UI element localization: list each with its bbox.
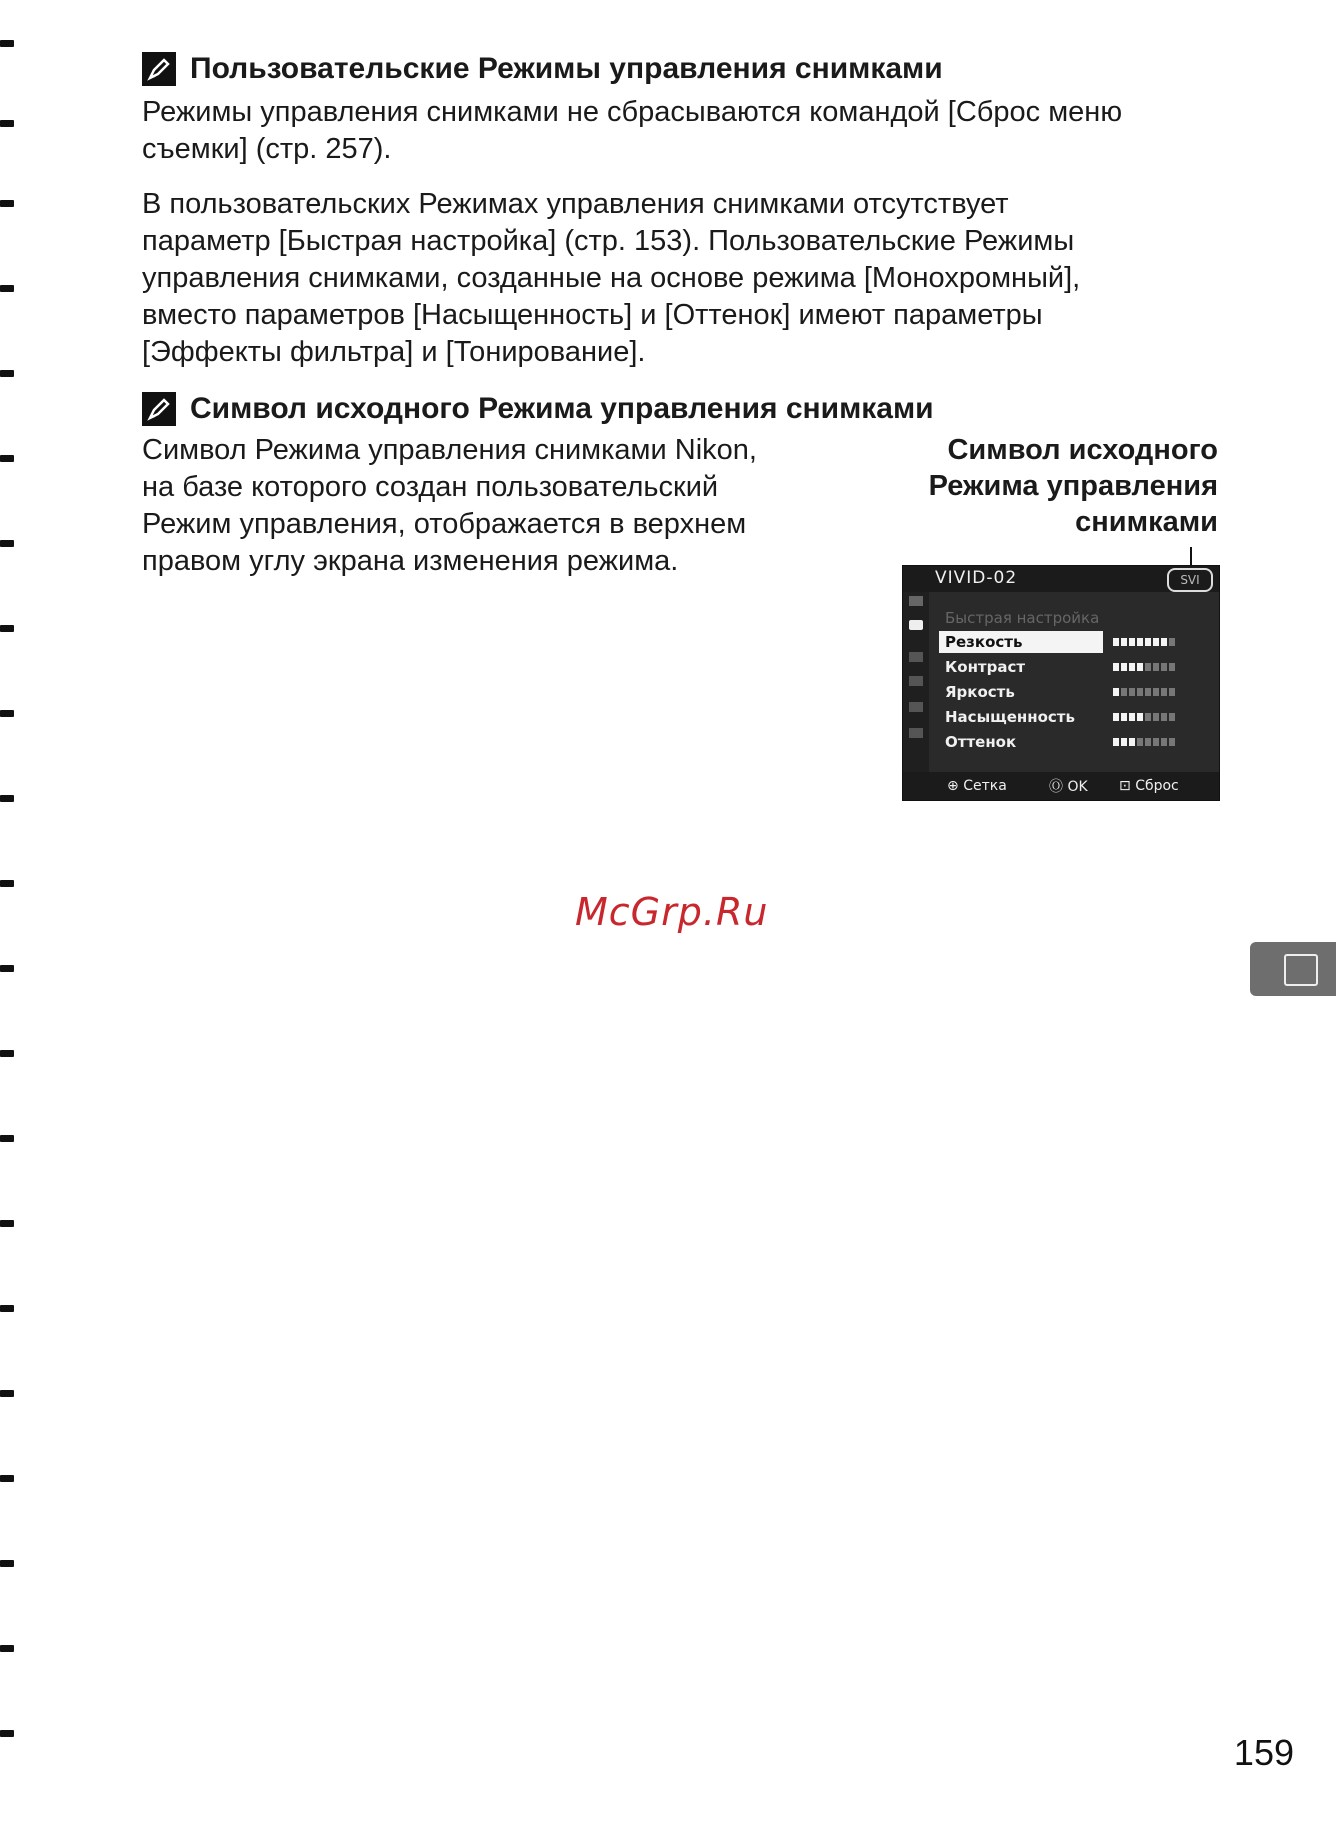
trash-button-icon: ⊡ bbox=[1119, 778, 1131, 794]
note-heading-1 bbox=[142, 52, 1222, 86]
grid-hint bbox=[947, 778, 1007, 794]
sharpening-label: Резкость bbox=[939, 631, 1103, 653]
pencil-note-icon bbox=[142, 392, 176, 426]
level-segment bbox=[1169, 688, 1175, 696]
level-segment bbox=[1113, 713, 1119, 721]
camera-icon bbox=[909, 620, 923, 630]
retouch-icon bbox=[909, 702, 923, 712]
menu-row bbox=[939, 655, 1215, 679]
level-segment bbox=[1145, 713, 1151, 721]
level-segment bbox=[1121, 738, 1127, 746]
level-segment bbox=[1145, 738, 1151, 746]
hue-label: Оттенок bbox=[945, 733, 1017, 751]
playback-menu-icon bbox=[909, 596, 923, 606]
pencil-icon bbox=[909, 652, 923, 662]
grid-label: Сетка bbox=[963, 778, 1007, 794]
level-segment bbox=[1153, 713, 1159, 721]
level-segment bbox=[1121, 663, 1127, 671]
screen-footer bbox=[903, 772, 1219, 800]
ok-hint bbox=[1049, 776, 1088, 796]
quick-adjust-label: Быстрая настройка bbox=[945, 609, 1100, 627]
level-scale bbox=[1113, 663, 1175, 671]
level-scale bbox=[1113, 738, 1175, 746]
screen-titlebar bbox=[903, 566, 1219, 592]
level-segment bbox=[1161, 688, 1167, 696]
level-segment bbox=[1161, 638, 1167, 646]
level-segment bbox=[1113, 638, 1119, 646]
zoom-button-icon: ⊕ bbox=[947, 778, 959, 794]
level-segment bbox=[1113, 738, 1119, 746]
note-custom-picture-controls bbox=[142, 52, 1222, 371]
level-segment bbox=[1121, 713, 1127, 721]
level-segment bbox=[1129, 738, 1135, 746]
note2-line3: Режим управления, отображается в верхнем bbox=[142, 508, 747, 540]
picture-control-name: VIVID-02 bbox=[935, 568, 1018, 588]
picture-control-icon bbox=[1284, 954, 1318, 986]
level-segment bbox=[1153, 663, 1159, 671]
contrast-label: Контраст bbox=[945, 658, 1026, 676]
menu-row bbox=[939, 680, 1215, 704]
saturation-label: Насыщенность bbox=[945, 708, 1075, 726]
note-heading-1-text: Пользовательские Режимы управления снимками bbox=[190, 52, 943, 85]
level-segment bbox=[1161, 713, 1167, 721]
caption-line2: Режима управления bbox=[928, 470, 1218, 502]
pencil-note-icon bbox=[142, 52, 176, 86]
level-segment bbox=[1129, 688, 1135, 696]
caption-leader-line bbox=[1190, 547, 1192, 565]
menu-row bbox=[939, 630, 1215, 654]
note1-para1-line2: съемки] (стр. 257). bbox=[142, 133, 392, 165]
wrench-icon bbox=[909, 676, 923, 686]
caption-line1: Символ исходного bbox=[947, 434, 1218, 466]
level-segment bbox=[1153, 638, 1159, 646]
note2-line4: правом углу экрана изменения режима. bbox=[142, 545, 679, 577]
brightness-label: Яркость bbox=[945, 683, 1015, 701]
level-segment bbox=[1137, 663, 1143, 671]
figure-caption bbox=[878, 432, 1218, 540]
level-segment bbox=[1137, 713, 1143, 721]
level-segment bbox=[1129, 713, 1135, 721]
note2-line1: Символ Режима управления снимками Nikon, bbox=[142, 434, 757, 466]
note1-para2-line2: параметр [Быстрая настройка] (стр. 153). Пользовательские Режимы bbox=[142, 225, 1075, 257]
caption-line3: снимками bbox=[1075, 506, 1218, 538]
menu-row bbox=[939, 730, 1215, 754]
level-segment bbox=[1169, 663, 1175, 671]
level-segment bbox=[1145, 638, 1151, 646]
level-segment bbox=[1153, 688, 1159, 696]
note1-para2-line3: управления снимками, созданные на основе режима [Монохромный], bbox=[142, 262, 1081, 294]
level-segment bbox=[1137, 638, 1143, 646]
reset-hint bbox=[1119, 778, 1179, 794]
my-menu-icon bbox=[909, 728, 923, 738]
level-segment bbox=[1169, 638, 1175, 646]
level-segment bbox=[1129, 663, 1135, 671]
level-segment bbox=[1169, 713, 1175, 721]
ok-button-icon: Ⓞ bbox=[1049, 779, 1063, 795]
spiral-binding bbox=[0, 0, 18, 1824]
reset-label: Сброс bbox=[1135, 778, 1179, 794]
menu-row bbox=[939, 705, 1215, 729]
note1-para2-line5: [Эффекты фильтра] и [Тонирование]. bbox=[142, 336, 646, 368]
level-scale bbox=[1113, 688, 1175, 696]
level-segment bbox=[1113, 688, 1119, 696]
level-segment bbox=[1121, 638, 1127, 646]
level-segment bbox=[1161, 663, 1167, 671]
note1-para1-line1: Режимы управления снимками не сбрасываются командой [Сброс меню bbox=[142, 96, 1123, 128]
original-picture-control-badge: SVI bbox=[1167, 568, 1213, 592]
ok-label: OK bbox=[1067, 779, 1088, 795]
level-segment bbox=[1137, 738, 1143, 746]
note2-line2: на базе которого создан пользовательский bbox=[142, 471, 719, 503]
camera-menu-screenshot bbox=[902, 565, 1220, 801]
note1-para2-line4: вместо параметров [Насыщенность] и [Оттенок] имеют параметры bbox=[142, 299, 1043, 331]
level-segment bbox=[1145, 688, 1151, 696]
section-tab bbox=[1250, 942, 1336, 996]
level-segment bbox=[1161, 738, 1167, 746]
page-number: 159 bbox=[1233, 1732, 1294, 1773]
level-scale bbox=[1113, 713, 1175, 721]
level-segment bbox=[1121, 688, 1127, 696]
level-segment bbox=[1137, 688, 1143, 696]
watermark: McGrp.Ru bbox=[575, 890, 769, 934]
level-segment bbox=[1169, 738, 1175, 746]
note1-para2-line1: В пользовательских Режимах управления снимками отсутствует bbox=[142, 188, 1009, 220]
level-segment bbox=[1113, 663, 1119, 671]
menu-tabs bbox=[903, 592, 929, 772]
level-segment bbox=[1145, 663, 1151, 671]
level-segment bbox=[1153, 738, 1159, 746]
level-segment bbox=[1129, 638, 1135, 646]
level-scale bbox=[1113, 638, 1175, 646]
menu-row-quick-adjust bbox=[939, 606, 1215, 630]
note-heading-2 bbox=[142, 392, 1222, 426]
note-heading-2-text: Символ исходного Режима управления снимками bbox=[190, 392, 934, 425]
